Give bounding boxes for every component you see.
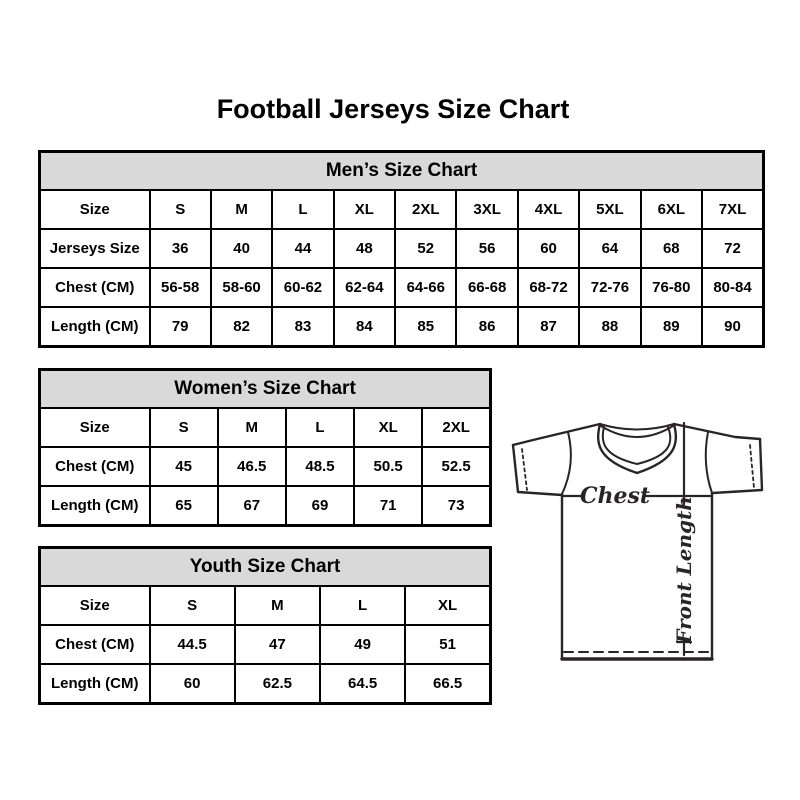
row-label: Chest (CM) bbox=[40, 625, 150, 664]
row-label: Jerseys Size bbox=[40, 229, 150, 268]
cell-value: 45 bbox=[150, 447, 218, 486]
right-shoulder-line bbox=[674, 424, 760, 439]
right-sleeve-outline bbox=[713, 439, 762, 493]
cell-value: 68 bbox=[641, 229, 702, 268]
cell-value: 89 bbox=[641, 307, 702, 347]
table-row bbox=[40, 307, 764, 347]
cell-value: 64.5 bbox=[320, 664, 405, 704]
page-title: Football Jerseys Size Chart bbox=[216, 94, 570, 124]
cell-value: 2XL bbox=[395, 190, 456, 229]
row-label: Size bbox=[40, 190, 150, 229]
table-row bbox=[40, 664, 491, 704]
cell-value: 83 bbox=[272, 307, 333, 347]
cell-value: 58-60 bbox=[211, 268, 272, 307]
youth-size-table bbox=[38, 546, 492, 705]
table-row bbox=[40, 190, 764, 229]
cell-value: 49 bbox=[320, 625, 405, 664]
cell-value: 52 bbox=[395, 229, 456, 268]
table-row bbox=[40, 625, 491, 664]
cell-value: 48.5 bbox=[286, 447, 354, 486]
cell-value: 56-58 bbox=[150, 268, 211, 307]
row-label: Length (CM) bbox=[40, 486, 150, 526]
cell-value: 87 bbox=[518, 307, 579, 347]
table-row bbox=[40, 268, 764, 307]
cell-value: 60 bbox=[150, 664, 235, 704]
cell-value: S bbox=[150, 586, 235, 625]
cell-value: 47 bbox=[235, 625, 320, 664]
section-header-row bbox=[40, 370, 491, 409]
cell-value: L bbox=[272, 190, 333, 229]
left-shoulder-line bbox=[513, 424, 600, 445]
section-header-row bbox=[40, 152, 764, 191]
row-label: Chest (CM) bbox=[40, 447, 150, 486]
cell-value: 66.5 bbox=[405, 664, 490, 704]
table-row bbox=[40, 229, 764, 268]
cell-value: 90 bbox=[702, 307, 763, 347]
left-sleeve-outline bbox=[513, 445, 562, 495]
cell-value: 71 bbox=[354, 486, 422, 526]
table-row bbox=[40, 586, 491, 625]
table-title: Youth Size Chart bbox=[40, 548, 491, 587]
row-label: Length (CM) bbox=[40, 664, 150, 704]
cell-value: 52.5 bbox=[422, 447, 490, 486]
cell-value: 60-62 bbox=[272, 268, 333, 307]
row-label: Chest (CM) bbox=[40, 268, 150, 307]
cell-value: 36 bbox=[150, 229, 211, 268]
cell-value: S bbox=[150, 408, 218, 447]
chest-measure-label: Chest bbox=[579, 483, 651, 509]
cell-value: 50.5 bbox=[354, 447, 422, 486]
cell-value: 76-80 bbox=[641, 268, 702, 307]
right-cuff-dashed-seam bbox=[750, 445, 754, 488]
cell-value: 68-72 bbox=[518, 268, 579, 307]
womens-size-table bbox=[38, 368, 492, 527]
cell-value: 44 bbox=[272, 229, 333, 268]
cell-value: 80-84 bbox=[702, 268, 763, 307]
collar-back-curve bbox=[600, 424, 674, 430]
cell-value: M bbox=[211, 190, 272, 229]
left-cuff-dashed-seam bbox=[522, 449, 527, 490]
cell-value: 73 bbox=[422, 486, 490, 526]
cell-value: 64-66 bbox=[395, 268, 456, 307]
cell-value: 88 bbox=[579, 307, 640, 347]
cell-value: 40 bbox=[211, 229, 272, 268]
cell-value: 72-76 bbox=[579, 268, 640, 307]
cell-value: XL bbox=[405, 586, 490, 625]
cell-value: 69 bbox=[286, 486, 354, 526]
cell-value: 79 bbox=[150, 307, 211, 347]
table-row bbox=[40, 447, 491, 486]
table-row bbox=[40, 408, 491, 447]
table-title: Men’s Size Chart bbox=[40, 152, 764, 191]
cell-value: L bbox=[320, 586, 405, 625]
cell-value: 66-68 bbox=[456, 268, 517, 307]
front-length-measure-label: Front Length bbox=[672, 496, 696, 644]
cell-value: 86 bbox=[456, 307, 517, 347]
cell-value: 51 bbox=[405, 625, 490, 664]
cell-value: 62.5 bbox=[235, 664, 320, 704]
cell-value: 72 bbox=[702, 229, 763, 268]
table-row bbox=[40, 486, 491, 526]
cell-value: 65 bbox=[150, 486, 218, 526]
left-armhole-seam bbox=[562, 432, 571, 494]
row-label: Size bbox=[40, 408, 150, 447]
cell-value: 46.5 bbox=[218, 447, 286, 486]
cell-value: 4XL bbox=[518, 190, 579, 229]
row-label: Size bbox=[40, 586, 150, 625]
cell-value: L bbox=[286, 408, 354, 447]
cell-value: 48 bbox=[334, 229, 395, 268]
cell-value: 5XL bbox=[579, 190, 640, 229]
row-label: Length (CM) bbox=[40, 307, 150, 347]
cell-value: 82 bbox=[211, 307, 272, 347]
mens-size-table bbox=[38, 150, 765, 348]
section-header-row bbox=[40, 548, 491, 587]
cell-value: 62-64 bbox=[334, 268, 395, 307]
jersey-measurement-diagram bbox=[498, 396, 768, 668]
table-title: Women’s Size Chart bbox=[40, 370, 491, 409]
cell-value: 6XL bbox=[641, 190, 702, 229]
cell-value: 3XL bbox=[456, 190, 517, 229]
cell-value: 2XL bbox=[422, 408, 490, 447]
cell-value: 84 bbox=[334, 307, 395, 347]
cell-value: 64 bbox=[579, 229, 640, 268]
cell-value: 56 bbox=[456, 229, 517, 268]
cell-value: 60 bbox=[518, 229, 579, 268]
cell-value: XL bbox=[334, 190, 395, 229]
cell-value: 85 bbox=[395, 307, 456, 347]
cell-value: 67 bbox=[218, 486, 286, 526]
right-armhole-seam bbox=[706, 432, 712, 493]
cell-value: 7XL bbox=[702, 190, 763, 229]
cell-value: S bbox=[150, 190, 211, 229]
cell-value: M bbox=[218, 408, 286, 447]
cell-value: XL bbox=[354, 408, 422, 447]
cell-value: M bbox=[235, 586, 320, 625]
cell-value: 44.5 bbox=[150, 625, 235, 664]
